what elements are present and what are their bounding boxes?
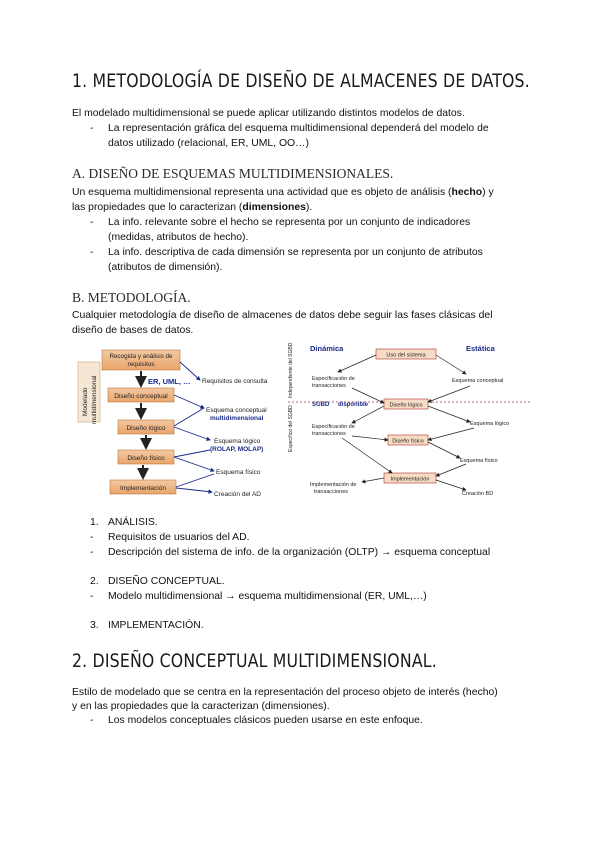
item-title: DISEÑO CONCEPTUAL. <box>108 576 225 587</box>
text-run: Un esquema multidimensional representa una actividad que es objeto de análisis ( <box>72 187 452 198</box>
connector-line <box>174 450 210 457</box>
item-title: IMPLEMENTACIÓN. <box>108 620 204 631</box>
side-label-bottom: Específico del SGBD <box>288 405 294 452</box>
text-run: ). <box>305 202 313 213</box>
list-item-text: La info. descriptiva de cada dimensión se representa por un conjunto de atributos <box>108 247 483 258</box>
label-sgbd: SGBD <box>312 402 330 408</box>
label-impl-trans-b: transacciones <box>314 489 348 495</box>
list-item-text: Descripción del sistema de info. de la organización (OLTP) → esquema conceptual <box>108 547 491 558</box>
term-hecho: hecho <box>451 187 483 198</box>
section-2-paragraph-line2: y en las propiedades que la caracterizan (dimensiones). <box>72 701 330 712</box>
label-esq-conceptual: Esquema conceptual <box>452 378 504 384</box>
label-creacion-bd: Creación BD <box>462 491 494 497</box>
label-uso-sistema: Uso del sistema <box>386 352 426 359</box>
section-1-title: 1. METODOLOGÍA DE DISEÑO DE ALMACENES DE DATOS. <box>72 70 530 92</box>
estatica-label: Estática <box>466 344 495 353</box>
section-b-title: B. METODOLOGÍA. <box>72 290 191 305</box>
section-1-intro: El modelado multidimensional se puede aplicar utilizando distintos modelos de datos. <box>72 108 465 119</box>
list-item-text: La representación gráfica del esquema multidimensional dependerá del modelo de <box>108 123 489 134</box>
output-rolap-molap: (ROLAP, MOLAP) <box>210 446 264 453</box>
section-b-paragraph-line1: Cualquier metodología de diseño de almacenes de datos debe seguir las fases clásicas del <box>72 310 493 321</box>
label-disponible: disponible <box>338 402 368 408</box>
item-title: ANÁLISIS. <box>108 517 158 528</box>
label-espec-trans-1a: Especificación de <box>312 376 355 382</box>
label-impl-trans-a: Implementación de <box>310 482 357 488</box>
label-diseno-fisico: Diseño físico <box>392 438 424 445</box>
phase-label-implementacion: Implementación <box>120 485 166 492</box>
bullet-dash: - <box>90 715 94 726</box>
text-run: las propiedades que lo caracterizan ( <box>72 202 243 213</box>
output-requisitos: Requisitos de consulta <box>202 378 268 385</box>
methodology-diagram <box>70 340 530 505</box>
connector-line <box>428 406 470 422</box>
output-creacion-ad: Creación del AD <box>214 491 261 498</box>
connector-line <box>352 388 384 403</box>
label-espec-trans-1b: transacciones <box>312 383 346 389</box>
label-diseno-logico: Diseño lógico <box>389 402 423 409</box>
label-esq-fisico: Esquema físico <box>460 458 498 464</box>
dinamica-label: Dinámica <box>310 344 344 353</box>
item-number: 1. <box>90 517 99 528</box>
connector-line <box>436 464 466 476</box>
list-item-text: Los modelos conceptuales clásicos pueden usarse en este enfoque. <box>108 715 423 726</box>
connector-line <box>352 406 384 423</box>
phase-label-conceptual: Diseño conceptual <box>114 393 168 400</box>
vertical-label-2: multidimensional <box>91 375 98 424</box>
term-dimensiones: dimensiones <box>242 202 306 213</box>
item-number: 3. <box>90 620 99 631</box>
bullet-dash: - <box>90 547 94 558</box>
connector-line <box>174 457 214 471</box>
label-espec-trans-2b: transacciones <box>312 431 346 437</box>
phase-label-fisico: Diseño físico <box>127 455 165 462</box>
section-2-paragraph-line1: Estilo de modelado que se centra en la representación del proceso objeto de interés (hecho) <box>72 687 498 698</box>
connector-line <box>428 428 474 440</box>
section-a-paragraph-line2 <box>72 200 312 215</box>
list-item-text: (medidas, atributos de hecho). <box>108 232 249 243</box>
bullet-dash: - <box>90 247 94 258</box>
phase-label-requisitos: Recogida y análisis de <box>109 353 173 360</box>
list-item-text: Requisitos de usuarios del AD. <box>108 532 250 543</box>
connector-line <box>362 478 384 482</box>
phase-label-requisitos-2: requisitos <box>127 361 155 368</box>
output-esquema-fisico: Esquema físico <box>216 469 261 476</box>
output-esquema-conceptual: Esquema conceptual <box>206 407 267 414</box>
connector-line <box>352 436 388 440</box>
output-esquema-logico: Esquema lógico <box>214 438 261 445</box>
list-item-text: Modelo multidimensional → esquema multidimensional (ER, UML,…) <box>108 591 427 602</box>
list-item-text: La info. relevante sobre el hecho se representa por un conjunto de indicadores <box>108 217 471 228</box>
label-implementacion: Implementación <box>390 476 430 483</box>
vertical-label-1: Modelado <box>82 387 89 416</box>
bullet-dash: - <box>90 532 94 543</box>
connector-line <box>428 442 460 458</box>
bullet-dash: - <box>90 123 94 134</box>
connector-line <box>342 438 392 473</box>
item-number: 2. <box>90 576 99 587</box>
connector-line <box>436 480 466 490</box>
phase-label-logico: Diseño lógico <box>126 425 166 432</box>
bullet-dash: - <box>90 217 94 228</box>
connector-line <box>174 395 204 408</box>
list-item-text: datos utilizado (relacional, ER, UML, OO…) <box>108 138 309 149</box>
list-item-text: (atributos de dimensión). <box>108 262 223 273</box>
section-b-paragraph-line2: diseño de bases de datos. <box>72 325 194 336</box>
connector-line <box>428 386 470 402</box>
output-multidimensional: multidimensional <box>210 415 264 422</box>
section-a-title: A. DISEÑO DE ESQUEMAS MULTIDIMENSIONALES. <box>72 166 394 181</box>
label-espec-trans-2a: Especificación de <box>312 424 355 430</box>
section-a-paragraph-line1 <box>72 185 494 200</box>
text-run: ) y <box>482 187 494 198</box>
connector-line <box>174 408 204 426</box>
connector-line <box>338 355 376 372</box>
er-uml-label: ER, UML, … <box>148 377 191 386</box>
connector-line <box>174 427 210 440</box>
connector-line <box>436 355 466 374</box>
connector-line <box>176 474 214 487</box>
bullet-dash: - <box>90 591 94 602</box>
label-esq-logico: Esquema lógico <box>470 421 510 427</box>
side-label-top: Independiente del SGBD <box>288 342 294 398</box>
section-2-title: 2. DISEÑO CONCEPTUAL MULTIDIMENSIONAL. <box>72 650 437 672</box>
connector-line <box>176 488 212 492</box>
